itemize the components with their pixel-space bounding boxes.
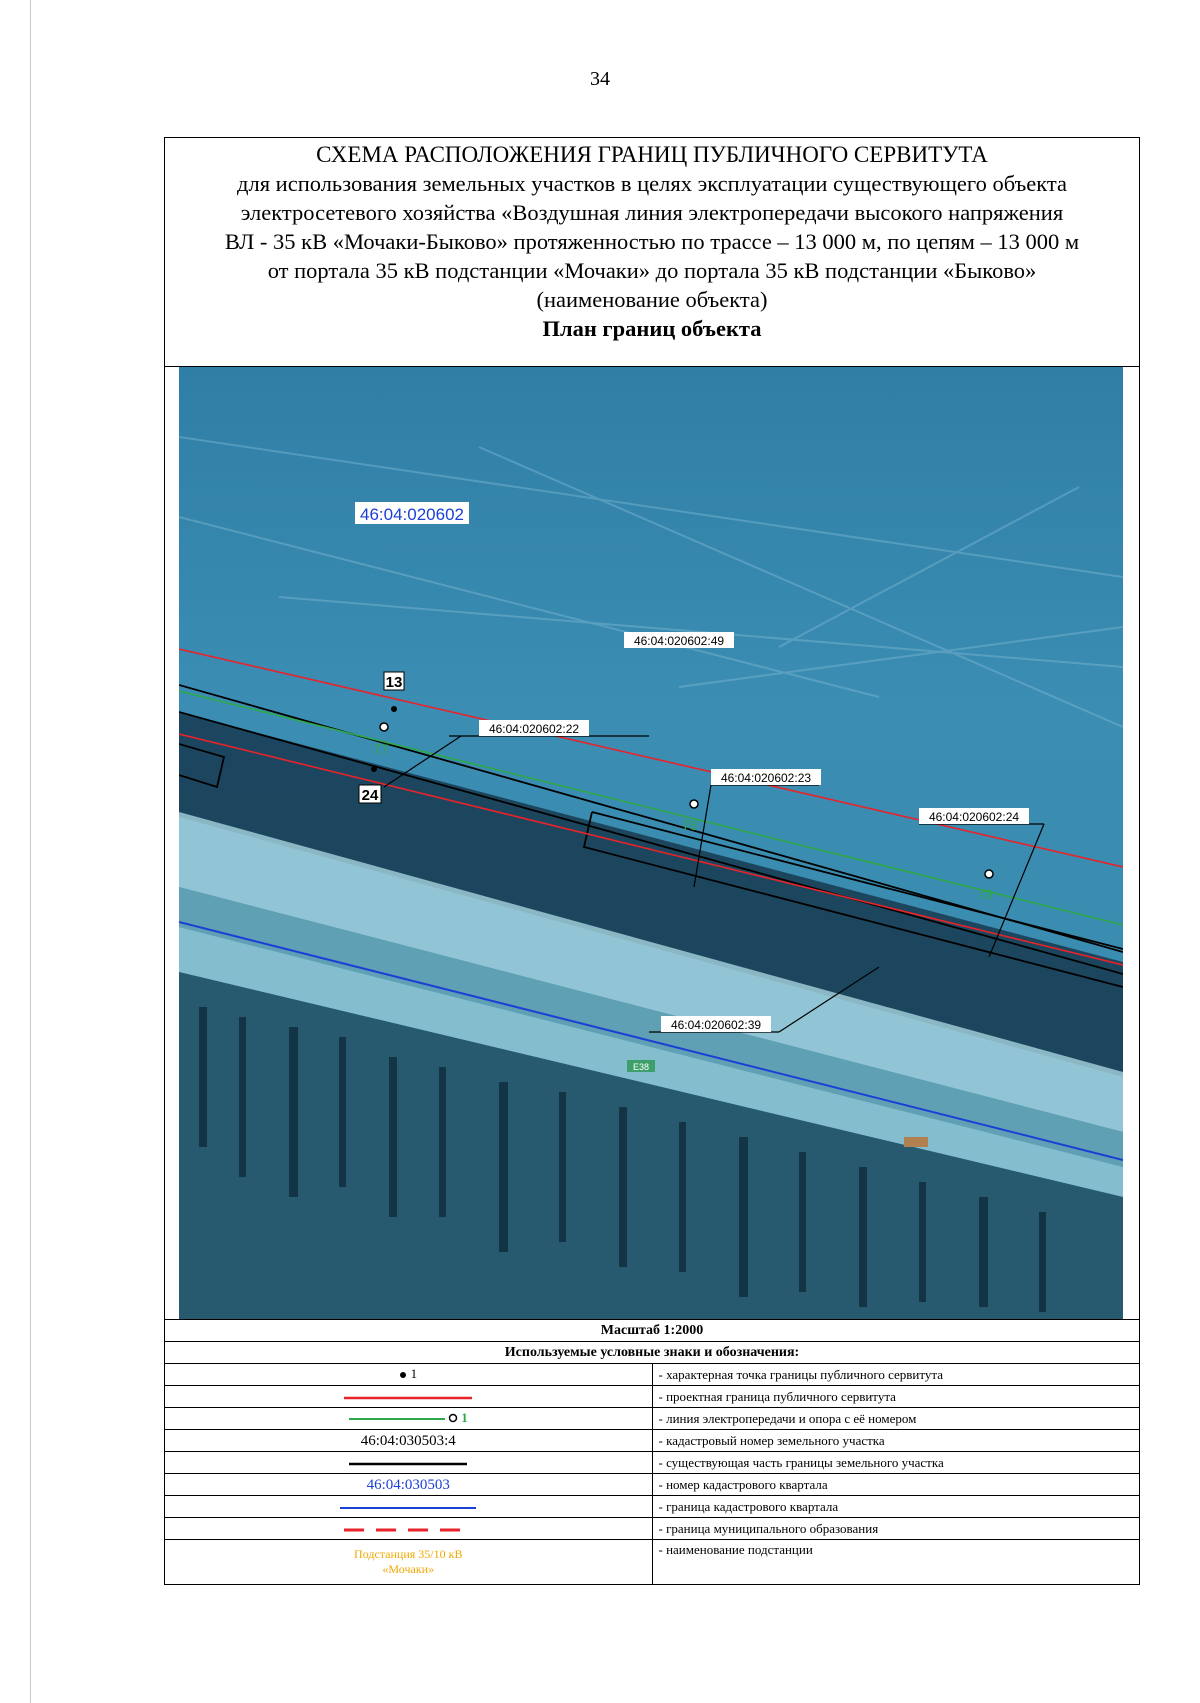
legend-text-quarter-num: - номер кадастрового квартала [652,1474,1140,1496]
legend-text-powerline: - линия электропередачи и опора с её номером [652,1408,1140,1430]
point-symbol-number: 1 [410,1366,418,1381]
legend-symbol-servitude [165,1386,653,1408]
legend-text-cadnum: - кадастровый номер земельного участка [652,1430,1140,1452]
scheme-description-line-2: электросетевого хозяйства «Воздушная линия электропередачи высокого напряжения [240,200,1064,225]
legend-symbol-point [165,1364,653,1386]
legend-text-quarter-border: - граница кадастрового квартала [652,1496,1140,1518]
scheme-description-line-3: ВЛ - 35 кВ «Мочаки-Быково» протяженностью по трассе – 13 000 м, по цепям – 13 000 м [224,229,1080,254]
parcel-49-label: 46:04:020602:49 [633,634,725,648]
scheme-description-line-1: для использования земельных участков в целях эксплуатации существующего объекта [237,171,1067,196]
substation-label-line-1: Подстанция 35/10 кВ [354,1547,463,1562]
aerial-map [179,367,1123,1320]
parcel-24-label: 46:04:020602:24 [928,810,1020,824]
page-number: 34 [590,68,610,90]
support-77-label: 77 [373,741,389,757]
support-79-label: 79 [977,886,993,902]
legend-text-parcel: - существующая часть границы земельного участка [652,1452,1140,1474]
boundary-point-24-label: 24 [361,787,379,804]
legend-symbol-quarter-num: 46:04:030503 [165,1474,653,1496]
support-circle-icon [448,1409,458,1429]
legend-table [164,1319,1140,1585]
plan-subtitle: План границ объекта [542,316,762,341]
parcel-23-label: 46:04:020602:23 [720,771,812,785]
quarter-label: 46:04:020602 [360,505,464,524]
black-line-icon [349,1453,467,1473]
legend-text-municipal: - граница муниципального образования [652,1518,1140,1540]
legend-symbol-substation [165,1540,653,1585]
support-79 [985,870,993,878]
support-78 [690,800,698,808]
substation-label-line-2: «Мочаки» [382,1562,435,1577]
object-name-caption: (наименование объекта) [536,287,768,312]
parcel-39-label: 46:04:020602:39 [670,1018,762,1032]
parcel-22-label: 46:04:020602:22 [488,722,580,736]
vehicle [904,1137,928,1147]
green-line-icon [349,1409,445,1429]
red-dashed-line-icon [344,1519,472,1539]
legend-symbol-parcel [165,1452,653,1474]
road-sign-label: E38 [632,1062,650,1072]
legend-symbol-municipal [165,1518,653,1540]
legend-symbol-cadnum: 46:04:030503:4 [165,1430,653,1452]
map-frame [164,367,1140,1320]
legend-text-substation: - наименование подстанции [652,1540,1140,1585]
support-77 [380,723,388,731]
scheme-title: СХЕМА РАСПОЛОЖЕНИЯ ГРАНИЦ ПУБЛИЧНОГО СЕРВИТУТА [316,142,988,167]
red-line-icon [344,1387,472,1407]
scale-label: Масштаб 1:2000 [165,1320,1140,1342]
title-block [164,137,1140,367]
scheme-description-line-4: от портала 35 кВ подстанции «Мочаки» до портала 35 кВ подстанции «Быково» [267,258,1037,283]
legend-text-point: - характерная точка границы публичного сервитута [652,1364,1140,1386]
boundary-point-13 [391,706,397,712]
legend-text-servitude: - проектная граница публичного сервитута [652,1386,1140,1408]
legend-header: Используемые условные знаки и обозначения: [165,1342,1140,1364]
powerline-symbol-number: 1 [461,1410,468,1426]
legend-symbol-quarter-border [165,1496,653,1518]
boundary-point-24 [371,766,377,772]
legend-symbol-powerline [165,1408,653,1430]
blue-line-icon [340,1497,476,1517]
point-icon [399,1365,407,1385]
boundary-point-13-label: 13 [385,674,403,691]
support-78-label: 78 [682,817,698,833]
